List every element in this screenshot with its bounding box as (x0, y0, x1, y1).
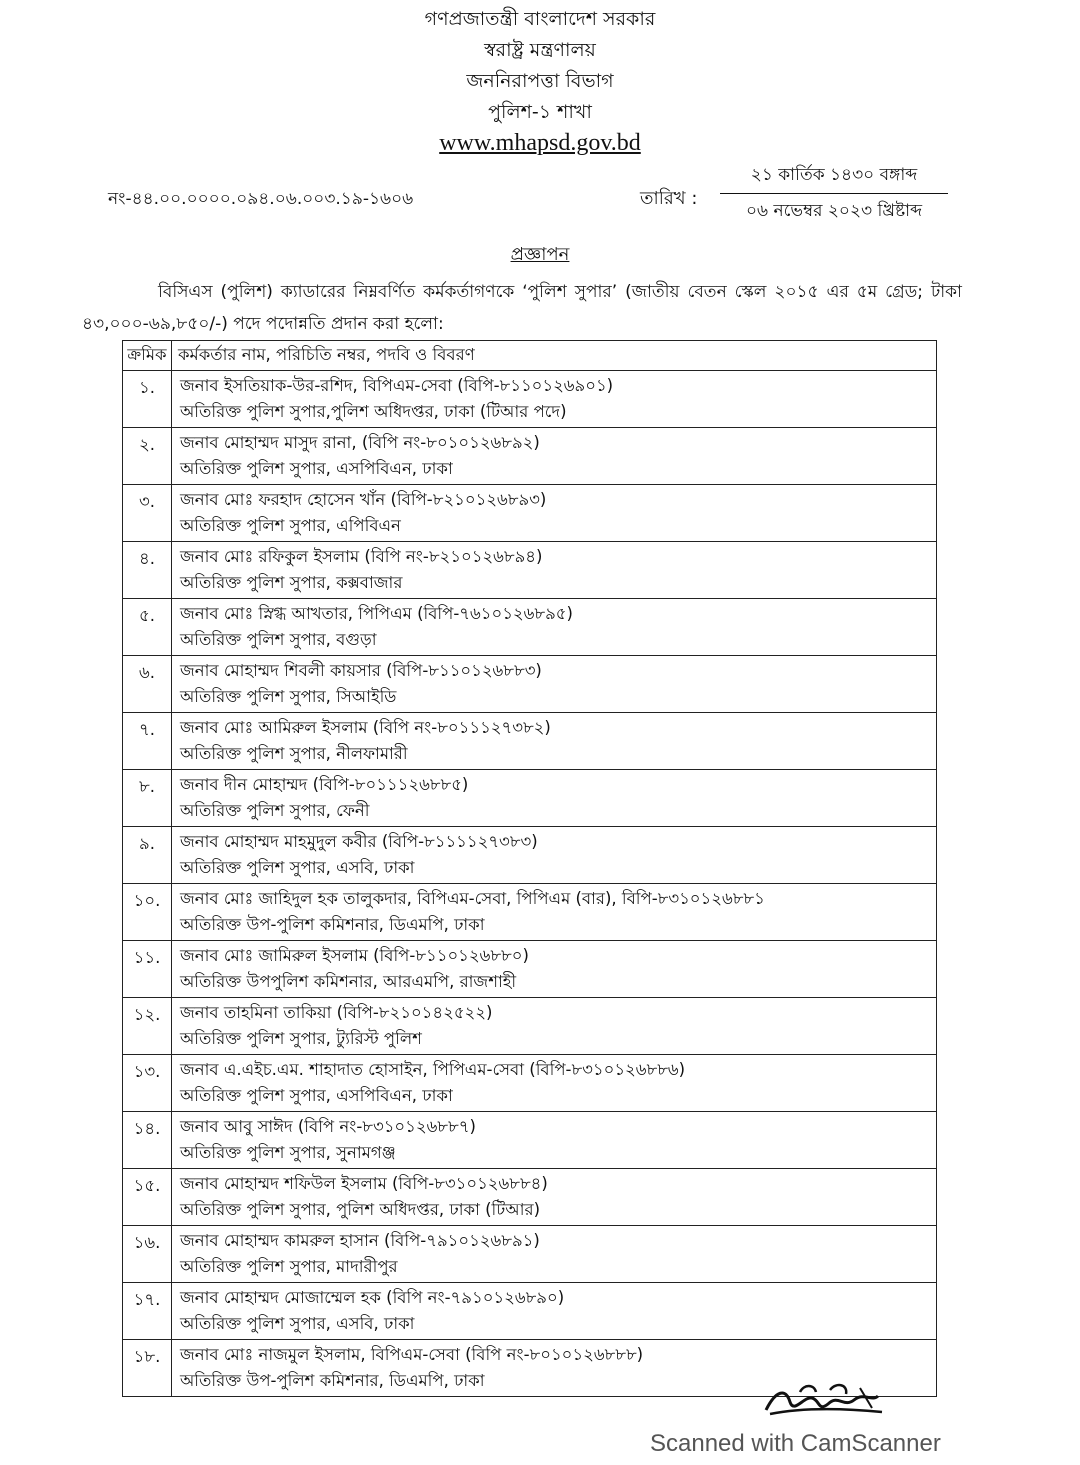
officer-name: জনাব মোঃ নাজমুল ইসলাম, বিপিএম-সেবা (বিপি নং-৮০১০১২৬৮৮৮) (180, 1345, 644, 1364)
officer-name: জনাব মোহাম্মদ শফিউল ইসলাম (বিপি-৮৩১০১২৬৮৮৪) (180, 1174, 548, 1193)
officer-name: জনাব মোহাম্মদ শিবলী কায়সার (বিপি-৮১১০১২৬৮৮৩) (180, 661, 542, 680)
branch-name: পুলিশ-১ শাখা (488, 101, 592, 123)
officer-details (172, 1283, 937, 1340)
serial-number: ১০. (123, 884, 172, 941)
officer-post: অতিরিক্ত পুলিশ সুপার, পুলিশ অধিদপ্তর, ঢাকা (টিআর) (180, 1200, 541, 1219)
officer-post: অতিরিক্ত পুলিশ সুপার, সিআইডি (180, 687, 397, 706)
officer-details (172, 485, 937, 542)
officer-post: অতিরিক্ত পুলিশ সুপার, ফেনী (180, 801, 370, 820)
table-row (123, 656, 937, 713)
table-row (123, 941, 937, 998)
serial-number: ১৮. (123, 1340, 172, 1397)
date-label: তারিখ : (640, 188, 698, 209)
officer-name: জনাব মোহাম্মদ মাসুদ রানা, (বিপি নং-৮০১০১২৬৮৯২) (180, 433, 540, 452)
officer-name: জনাব মোঃ স্নিগ্ধ আখতার, পিপিএম (বিপি-৭৬১০১২৬৮৯৫) (180, 604, 573, 623)
officer-details (172, 1055, 937, 1112)
officer-details (172, 770, 937, 827)
serial-number: ৫. (123, 599, 172, 656)
serial-header: ক্রমিক (123, 341, 172, 371)
government-name: গণপ্রজাতন্ত্রী বাংলাদেশ সরকার (424, 8, 656, 30)
officer-name: জনাব মোহাম্মদ মোজাম্মেল হক (বিপি নং-৭৯১০১২৬৮৯০) (180, 1288, 565, 1307)
ministry-name: স্বরাষ্ট্র মন্ত্রণালয় (484, 39, 596, 61)
officer-details (172, 827, 937, 884)
serial-number: ৭. (123, 713, 172, 770)
officer-header: কর্মকর্তার নাম, পরিচিতি নম্বর, পদবি ও বিবরণ (172, 341, 937, 371)
serial-number: ১৭. (123, 1283, 172, 1340)
officer-name: জনাব দীন মোহাম্মদ (বিপি-৮০১১১২৬৮৮৫) (180, 775, 469, 794)
website-link[interactable]: www.mhapsd.gov.bd (439, 130, 641, 156)
officer-details (172, 542, 937, 599)
memo-number: নং-৪৪.০০.০০০০.০৯৪.০৬.০০৩.১৯-১৬০৬ (108, 189, 414, 209)
table-row (123, 542, 937, 599)
table-row (123, 1169, 937, 1226)
officer-post: অতিরিক্ত পুলিশ সুপার, নীলফামারী (180, 744, 408, 763)
officer-details (172, 656, 937, 713)
officer-post: অতিরিক্ত পুলিশ সুপার, এসবি, ঢাকা (180, 858, 415, 877)
table-row (123, 998, 937, 1055)
handwritten-signature-icon (760, 1378, 890, 1424)
serial-number: ৯. (123, 827, 172, 884)
date-gregorian: ০৬ নভেম্বর ২০২৩ খ্রিষ্টাব্দ (745, 201, 923, 221)
serial-number: ১১. (123, 941, 172, 998)
officer-name: জনাব মোঃ জামিরুল ইসলাম (বিপি-৮১১০১২৬৮৮০) (180, 946, 529, 965)
serial-number: ১. (123, 371, 172, 428)
table-row (123, 1283, 937, 1340)
officer-post: অতিরিক্ত পুলিশ সুপার, সুনামগঞ্জ (180, 1143, 396, 1162)
officer-post: অতিরিক্ত পুলিশ সুপার, কক্সবাজার (180, 573, 403, 592)
officer-post: অতিরিক্ত উপপুলিশ কমিশনার, আরএমপি, রাজশাহী (180, 972, 517, 991)
notice-title: প্রজ্ঞাপন (510, 244, 570, 265)
table-row (123, 1226, 937, 1283)
serial-number: ২. (123, 428, 172, 485)
table-row (123, 713, 937, 770)
scanner-watermark: Scanned with CamScanner (650, 1430, 941, 1457)
officer-name: জনাব মোঃ ফরহাদ হোসেন খাঁন (বিপি-৮২১০১২৬৮৯৩) (180, 490, 547, 509)
serial-number: ১৩. (123, 1055, 172, 1112)
serial-number: ১৫. (123, 1169, 172, 1226)
officer-details (172, 884, 937, 941)
officer-post: অতিরিক্ত পুলিশ সুপার, মাদারীপুর (180, 1257, 398, 1276)
officer-details (172, 998, 937, 1055)
officer-name: জনাব মোঃ আমিরুল ইসলাম (বিপি নং-৮০১১১২৭৩৮২) (180, 718, 551, 737)
officer-details (172, 1169, 937, 1226)
table-row (123, 1055, 937, 1112)
serial-number: ১৪. (123, 1112, 172, 1169)
date-block (720, 162, 948, 226)
officer-details (172, 713, 937, 770)
table-header-row (123, 341, 937, 371)
promotion-table (122, 340, 937, 1397)
letterhead (0, 4, 1080, 159)
officer-details (172, 1226, 937, 1283)
division-name: জননিরাপত্তা বিভাগ (466, 70, 614, 92)
officer-name: জনাব ইসতিয়াক-উর-রশিদ, বিপিএম-সেবা (বিপি-৮১১০১২৬৯০১) (180, 376, 614, 395)
officer-details (172, 371, 937, 428)
serial-number: ৩. (123, 485, 172, 542)
serial-number: ৪. (123, 542, 172, 599)
table-row (123, 485, 937, 542)
officer-post: অতিরিক্ত পুলিশ সুপার, এসবি, ঢাকা (180, 1314, 415, 1333)
officer-post: অতিরিক্ত পুলিশ সুপার, এসপিবিএন, ঢাকা (180, 459, 453, 478)
officer-post: অতিরিক্ত পুলিশ সুপার,পুলিশ অধিদপ্তর, ঢাকা (টিআর পদে) (180, 402, 567, 421)
table-row (123, 428, 937, 485)
table-row (123, 770, 937, 827)
officer-details (172, 428, 937, 485)
officer-name: জনাব মোহাম্মদ কামরুল হাসান (বিপি-৭৯১০১২৬৮৯১) (180, 1231, 540, 1250)
officer-name: জনাব মোঃ জাহিদুল হক তালুকদার, বিপিএম-সেবা, পিপিএম (বার), বিপি-৮৩১০১২৬৮৮১ (180, 889, 765, 908)
date-bangla: ২১ কার্তিক ১৪৩০ বঙ্গাব্দ (720, 162, 948, 194)
officer-name: জনাব আবু সাঈদ (বিপি নং-৮৩১০১২৬৮৮৭) (180, 1117, 476, 1136)
officer-post: অতিরিক্ত পুলিশ সুপার, ট্যুরিস্ট পুলিশ (180, 1029, 422, 1048)
notice-body: বিসিএস (পুলিশ) ক্যাডারের নিম্নবর্ণিত কর্মকর্তাগণকে ‘পুলিশ সুপার’ (জাতীয় বেতন স্কেল ২০১৫ এর ৫ম গ্রেড; টাকা ৪৩,০০০-৬৯,৮৫০/-) পদে পদোন্নতি প্রদান করা হলো: (82, 282, 962, 334)
officer-name: জনাব মোঃ রফিকুল ইসলাম (বিপি নং-৮২১০১২৬৮৯৪) (180, 547, 543, 566)
serial-number: ৬. (123, 656, 172, 713)
officer-post: অতিরিক্ত উপ-পুলিশ কমিশনার, ডিএমপি, ঢাকা (180, 1371, 485, 1390)
table-row (123, 599, 937, 656)
officer-name: জনাব এ.এইচ.এম. শাহাদাত হোসাইন, পিপিএম-সেবা (বিপি-৮৩১০১২৬৮৮৬) (180, 1060, 686, 1079)
officer-post: অতিরিক্ত উপ-পুলিশ কমিশনার, ডিএমপি, ঢাকা (180, 915, 485, 934)
table-row (123, 884, 937, 941)
serial-number: ৮. (123, 770, 172, 827)
officer-post: অতিরিক্ত পুলিশ সুপার, এপিবিএন (180, 516, 401, 535)
officer-name: জনাব তাহমিনা তাকিয়া (বিপি-৮২১০১৪২৫২২) (180, 1003, 493, 1022)
officer-details (172, 1112, 937, 1169)
officer-details (172, 599, 937, 656)
officer-name: জনাব মোহাম্মদ মাহমুদুল কবীর (বিপি-৮১১১১২৭৩৮৩) (180, 832, 538, 851)
serial-number: ১২. (123, 998, 172, 1055)
officer-details (172, 941, 937, 998)
table-row (123, 1112, 937, 1169)
serial-number: ১৬. (123, 1226, 172, 1283)
table-row (123, 827, 937, 884)
table-row (123, 371, 937, 428)
officer-post: অতিরিক্ত পুলিশ সুপার, এসপিবিএন, ঢাকা (180, 1086, 453, 1105)
officer-post: অতিরিক্ত পুলিশ সুপার, বগুড়া (180, 630, 377, 649)
